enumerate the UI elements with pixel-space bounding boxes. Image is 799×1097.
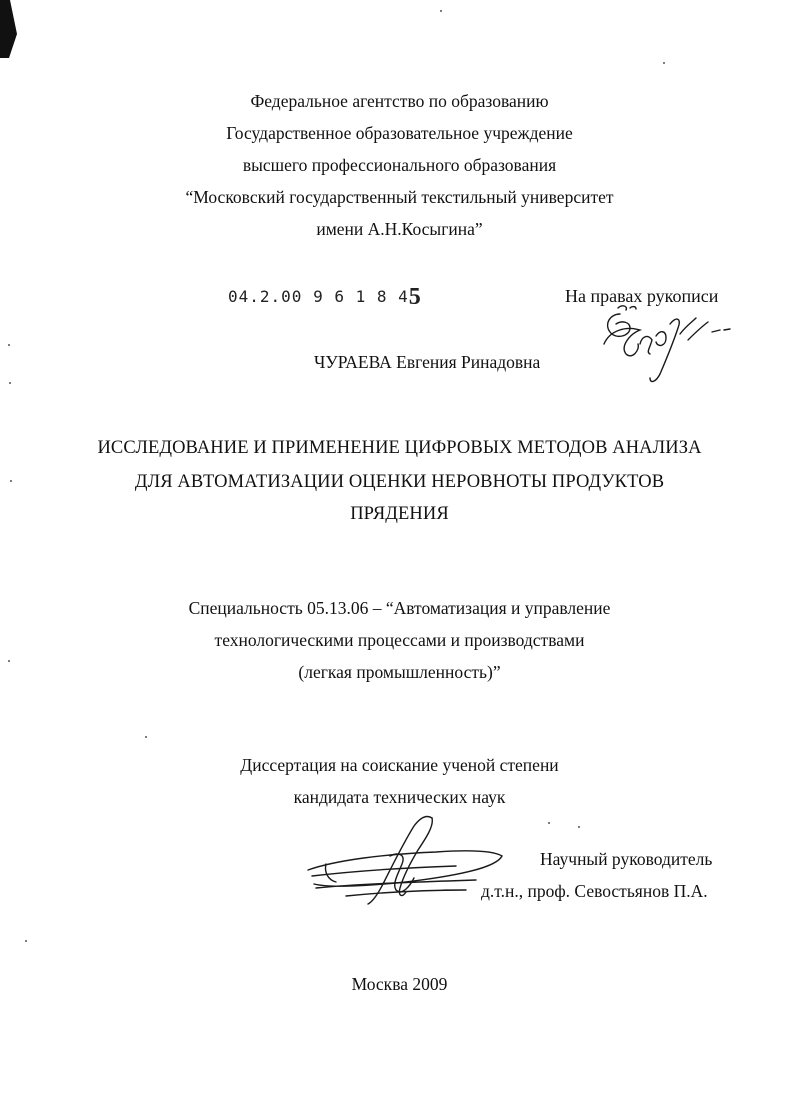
specialty-line-1: Специальность 05.13.06 – “Автоматизация и управление [188,598,611,618]
scan-speck [663,62,665,64]
header-line-named-after: имени А.Н.Косыгина” [316,219,483,239]
scan-speck [145,736,147,738]
scan-speck [25,940,27,942]
header-line-university: “Московский государственный текстильный университет [185,187,614,207]
specialty-line-2: технологическими процессами и производствами [214,630,585,650]
manuscript-rights-label: На правах рукописи [565,286,719,306]
advisor-name: д.т.н., проф. Севостьянов П.А. [481,881,708,901]
scan-speck [548,822,550,824]
dissertation-title-line-2: ДЛЯ АВТОМАТИЗАЦИИ ОЦЕНКИ НЕРОВНОТЫ ПРОДУКТОВ [134,472,665,492]
header-line-education: высшего профессионального образования [242,155,557,175]
dissertation-title-line-3: ПРЯДЕНИЯ [350,504,449,524]
advisor-role: Научный руководитель [540,849,713,869]
scan-speck [8,344,10,346]
scan-corner-mark [0,0,20,60]
author-signature-icon [596,300,736,390]
degree-line-1: Диссертация на соискание ученой степени [240,755,559,775]
degree-line-2: кандидата технических наук [293,787,506,807]
city-year: Москва 2009 [351,974,448,994]
stamp-digits: 04.2.00 9 6 1 8 4 [228,287,409,306]
specialty-line-3: (легкая промышленность)” [298,662,501,682]
author-name: ЧУРАЕВА Евгения Ринадовна [314,352,541,372]
scan-speck [440,10,442,12]
scan-speck [578,826,580,828]
advisor-signature-icon [306,812,506,912]
header-line-institution: Государственное образовательное учреждение [226,123,573,143]
dissertation-title-line-1: ИССЛЕДОВАНИЕ И ПРИМЕНЕНИЕ ЦИФРОВЫХ МЕТОДОВ АНАЛИЗА [97,438,702,458]
stamp-suffix: 5 [408,284,422,310]
header-line-agency: Федеральное агентство по образованию [250,91,549,111]
library-stamp-number [228,284,422,311]
scan-speck [9,382,11,384]
